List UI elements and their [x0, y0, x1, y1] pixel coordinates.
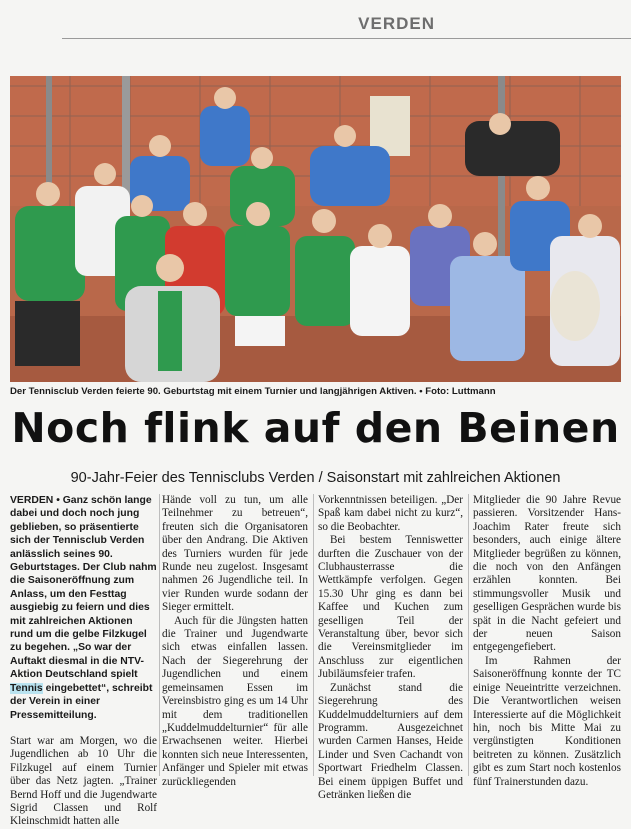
headline: Noch flink auf den Beinen — [11, 404, 620, 452]
column-divider — [159, 494, 160, 776]
subheadline: 90-Jahr-Feier des Tennisclubs Verden / Saisonstart mit zahlreichen Aktionen — [70, 470, 561, 486]
lead-paragraph: VERDEN • Ganz schön lange dabei und doch noch jung geblieben, so präsentierte sich der Tennisclub Verden anlässlich seines 90. Geburtstages. Der Club nahm die Saisoneröffnung zum Anlass, um den Festtag ausgiebig zu feiern und dies mit zahlreichen Aktionen rund um die gelbe Filzkugel zu begehen. „So war der Auftakt diesmal in die NTV-Aktion Deutschland spielt Tennis eingebettet“, schreibt der Verein in einer Pressemitteilung. — [10, 495, 157, 721]
column-3 — [318, 494, 463, 802]
body-paragraph: Vorkenntnissen beteiligen. „Der Spaß kam dabei nicht zu kurz“, so die Beobachter. — [318, 494, 463, 533]
column-divider — [468, 494, 469, 776]
column-2 — [162, 494, 308, 789]
column-1 — [10, 494, 157, 829]
photo-caption: Der Tennisclub Verden feierte 90. Geburtstag mit einem Turnier und langjährigen Aktiven. • Foto: Luttmann — [10, 386, 496, 397]
highlighted-word: Tennis — [10, 682, 43, 694]
body-paragraph: Zunächst stand die Siegerehrung des Kuddelmuddelturniers auf dem Programm. Ausgezeichnet wurden Carmen Hanses, Heide Linder und Sven Cachandt von Sportwart Friedhelm Classen. Bei einem üppigen Buffet und Getränken ließen die — [318, 681, 463, 801]
article-photo — [10, 76, 621, 382]
section-label: VERDEN — [358, 14, 435, 33]
body-paragraph: Hände voll zu tun, um alle Teilnehmer zu betreuen“, freuten sich die Organisatoren über den Andrang. Die Aktiven des Turniers wurden für jede Runde neu zugelost. Insgesamt nahmen 26 Jugendliche teil. In vier Runden wurde sodann der Sieger ermittelt. — [162, 494, 308, 614]
group-photo-illustration — [10, 76, 621, 382]
body-paragraph: Auch für die Jüngsten hatten die Trainer und Jugendwarte sich etwas einfallen lassen. Nach der Siegerehrung der Jugendlichen und einem gemeinsamen Essen im Vereinsbistro ging es um 14 Uhr mit dem traditionellen „Kuddelmuddelturnier“ für alle Erwachsenen weiter. Hierbei konnten sich neue Interessenten, Anfänger und Spieler mit etwas zurückliegenden — [162, 614, 308, 788]
dateline: VERDEN — [10, 495, 54, 506]
column-divider — [313, 494, 314, 776]
column-4 — [473, 494, 621, 789]
top-rule — [62, 38, 631, 39]
body-paragraph: Im Rahmen der Saisoneröffnung konnte der TC einige Neueintritte verzeichnen. Die Verantwortlichen weisen Interessierte auf die Möglichkeit hin, noch bis Mitte Mai zu vergünstigten Konditionen beitreten zu können. Zusätzlich gibt es zum Start noch kostenlos fünf Trainerstunden dazu. — [473, 654, 621, 788]
body-paragraph: Bei bestem Tenniswetter durften die Zuschauer von der Clubhausterrasse die Wettkämpfe verfolgen. Gegen 15.30 Uhr ging es dann bei Kaffee und Kuchen zum geselligen Teil der Veranstaltung über, bevor sich die Vereinsmitglieder im Anschluss zur eigentlichen Jubiläumsfeier trafen. — [318, 534, 463, 681]
body-paragraph: Mitglieder die 90 Jahre Revue passieren. Vorsitzender Hans-Joachim Rater freute sich besonders, auch einige ältere Mitglieder begrüßen zu können, die noch von den Anfängen erzählen konnten. Bei stimmungsvoller Musik und geselligen Gesprächen wurde bis spät in die Nacht gefeiert und der neuen Saison entgegengefiebert. — [473, 494, 621, 654]
body-paragraph: Start war am Morgen, wo die Jugendlichen ab 10 Uhr die Filzkugel auf einem Turnier über das Netz jagten. „Trainer Bernd Hoff und die Jugendwarte Sigrid Classen und Rolf Kleinschmidt hatten alle — [10, 734, 157, 828]
